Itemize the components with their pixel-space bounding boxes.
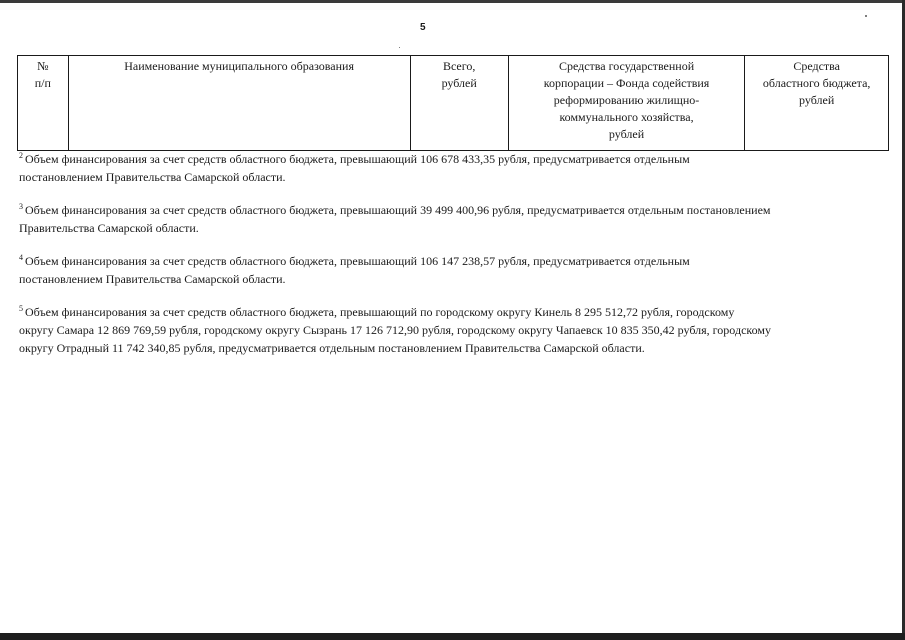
footnote-line: округу Самара 12 869 769,59 рубля, городскому округу Сызрань 17 126 712,90 рубля, городскому округу Чапаевск 10 835 350,42 рубля, городскому	[19, 323, 771, 337]
scan-edge-top	[0, 0, 905, 3]
footnote-line: Объем финансирования за счет средств областного бюджета, превышающий 106 147 238,57 рубля, предусматривается отдельным	[25, 254, 690, 268]
header-region-line: Средства	[793, 59, 841, 73]
footnote-line: Правительства Самарской области.	[19, 221, 199, 235]
header-region-line: рублей	[799, 93, 835, 107]
footnote	[19, 150, 889, 186]
header-fund-line: реформированию жилищно-	[553, 93, 700, 107]
footnotes	[19, 150, 889, 372]
footnote-mark: 4	[19, 253, 23, 262]
footnote-line: округу Отрадный 11 742 340,85 рубля, предусматривается отдельным постановлением Правительства Самарской области.	[19, 341, 645, 355]
footnote-line: постановлением Правительства Самарской области.	[19, 272, 286, 286]
header-fund-line: коммунального хозяйства,	[559, 110, 694, 124]
header-num-line: п/п	[34, 76, 51, 90]
table-header-row	[18, 56, 889, 151]
header-fund-line: корпорации – Фонда содействия	[543, 76, 710, 90]
footnote-line: Объем финансирования за счет средств областного бюджета, превышающий по городскому округу Кинель 8 295 512,72 рубля, городскому	[25, 305, 735, 319]
header-region	[745, 56, 889, 151]
footnote-line: постановлением Правительства Самарской области.	[19, 170, 286, 184]
footnote	[19, 303, 889, 357]
header-num-line: №	[37, 59, 49, 73]
scan-speck	[865, 15, 867, 17]
footnote-mark: 3	[19, 202, 23, 211]
header-name-line: Наименование муниципального образования	[124, 59, 354, 73]
footnote	[19, 252, 889, 288]
header-num	[18, 56, 69, 151]
scan-speck	[399, 47, 400, 48]
scan-edge-bottom	[0, 633, 905, 640]
header-fund	[508, 56, 745, 151]
header-total	[410, 56, 508, 151]
table-header	[17, 55, 889, 151]
header-fund-line: Средства государственной	[558, 59, 695, 73]
footnote-mark: 5	[19, 304, 23, 313]
header-region-line: областного бюджета,	[762, 76, 871, 90]
footnote-line: Объем финансирования за счет средств областного бюджета, превышающий 106 678 433,35 рубля, предусматривается отдельным	[25, 152, 690, 166]
header-name	[68, 56, 410, 151]
header-total-line: рублей	[441, 76, 477, 90]
footnote-mark: 2	[19, 151, 23, 160]
header-fund-line: рублей	[608, 127, 645, 141]
header-total-line: Всего,	[442, 59, 476, 73]
footnote-line: Объем финансирования за счет средств областного бюджета, превышающий 39 499 400,96 рубля, предусматривается отдельным постановлением	[25, 203, 771, 217]
footnote	[19, 201, 889, 237]
page-number: 5	[420, 22, 426, 33]
